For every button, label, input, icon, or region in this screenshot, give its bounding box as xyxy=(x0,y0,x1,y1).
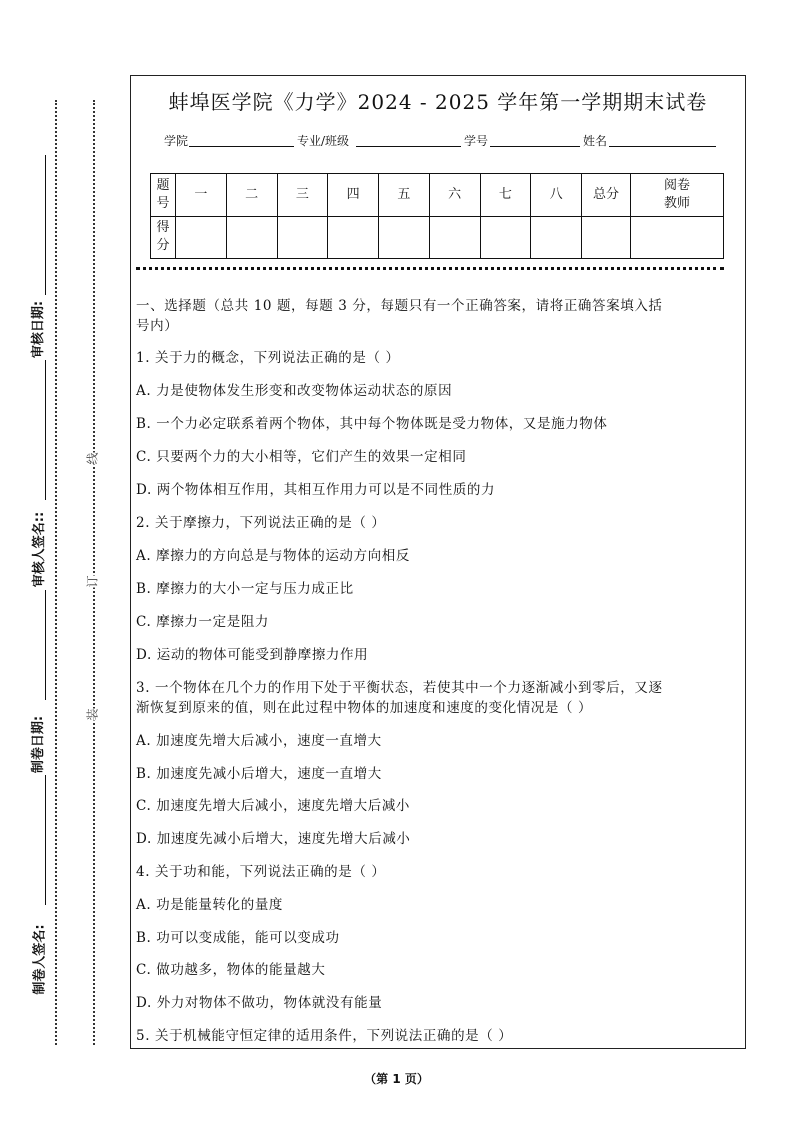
question-line: 渐恢复到原来的值，则在此过程中物体的加速度和速度的变化情况是（ ） xyxy=(136,700,593,716)
question-line: D. 两个物体相互作用，其相互作用力可以是不同性质的力 xyxy=(136,482,496,498)
make-date-label: 制卷日期: xyxy=(31,715,47,774)
question-line: B. 加速度先减小后增大，速度一直增大 xyxy=(136,766,382,782)
question-line: B. 一个力必定联系着两个物体，其中每个物体既是受力物体，又是施力物体 xyxy=(136,416,608,432)
question-line: C. 只要两个力的大小相等，它们产生的效果一定相同 xyxy=(136,449,467,465)
score-cell[interactable] xyxy=(582,216,631,259)
college-label: 学院 xyxy=(164,134,189,148)
underline xyxy=(45,590,46,700)
question-line: 1. 关于力的概念，下列说法正确的是（ ） xyxy=(136,350,400,366)
student-id-label: 学号 xyxy=(464,134,489,148)
score-cell[interactable] xyxy=(631,216,724,259)
score-table xyxy=(150,173,724,259)
header-cell: 八 xyxy=(531,174,582,217)
question-line: B. 摩擦力的大小一定与压力成正比 xyxy=(136,581,354,597)
review-date-label: 审核日期: xyxy=(31,300,47,359)
question-line: D. 加速度先减小后增大，速度先增大后减小 xyxy=(136,831,411,847)
name-label: 姓名 xyxy=(583,134,608,148)
underline xyxy=(45,155,46,295)
question-line: 5. 关于机械能守恒定律的适用条件，下列说法正确的是（ ） xyxy=(136,1028,513,1044)
score-cell[interactable] xyxy=(176,216,227,259)
binding-mark-line: 线 xyxy=(85,452,100,465)
row-label: 得分 xyxy=(151,216,176,259)
score-table-header xyxy=(151,174,724,217)
header-cell: 三 xyxy=(277,174,328,217)
question-line: B. 功可以变成能，能可以变成功 xyxy=(136,930,340,946)
page-number: （第 1 页） xyxy=(364,1072,429,1086)
question-line: C. 摩擦力一定是阻力 xyxy=(136,614,270,630)
header-cell: 七 xyxy=(480,174,531,217)
binding-dotted-line-inner xyxy=(93,100,95,1045)
question-line: A. 摩擦力的方向总是与物体的运动方向相反 xyxy=(136,548,410,564)
header-cell: 五 xyxy=(379,174,430,217)
binding-dotted-line-outer xyxy=(55,100,57,1045)
major-field[interactable] xyxy=(356,146,461,147)
header-cell: 阅卷教师 xyxy=(631,174,724,217)
reviewer-signature-label: 审核人签名:: xyxy=(32,511,48,588)
question-line: C. 做功越多，物体的能量越大 xyxy=(136,962,326,978)
header-cell: 二 xyxy=(226,174,277,217)
question-line: 4. 关于功和能，下列说法正确的是（ ） xyxy=(136,864,386,880)
header-cell: 四 xyxy=(328,174,379,217)
header-cell: 总分 xyxy=(582,174,631,217)
name-field[interactable] xyxy=(609,146,716,147)
question-line: D. 运动的物体可能受到静摩擦力作用 xyxy=(136,647,369,663)
major-label: 专业/班级 xyxy=(297,134,350,148)
question-line: A. 功是能量转化的量度 xyxy=(136,897,284,913)
question-line: A. 力是使物体发生形变和改变物体运动状态的原因 xyxy=(136,383,453,399)
underline xyxy=(45,360,46,500)
exam-title: 蚌埠医学院《力学》2024 - 2025 学年第一学期期末试卷 xyxy=(168,90,708,114)
score-cell[interactable] xyxy=(226,216,277,259)
student-id-field[interactable] xyxy=(490,146,580,147)
score-cell[interactable] xyxy=(277,216,328,259)
question-line: 2. 关于摩擦力，下列说法正确的是（ ） xyxy=(136,515,386,531)
question-line: 号内） xyxy=(136,318,179,334)
question-line: 一、选择题（总共 10 题，每题 3 分，每题只有一个正确答案，请将正确答案填入括 xyxy=(136,298,663,314)
score-cell[interactable] xyxy=(531,216,582,259)
score-row xyxy=(151,216,724,259)
separator-dotted xyxy=(136,267,724,270)
score-cell[interactable] xyxy=(429,216,480,259)
question-line: D. 外力对物体不做功，物体就没有能量 xyxy=(136,995,383,1011)
question-line: C. 加速度先增大后减小，速度先增大后减小 xyxy=(136,798,411,814)
binding-mark-ding: 订 xyxy=(85,575,100,588)
question-line: A. 加速度先增大后减小，速度一直增大 xyxy=(136,733,382,749)
underline xyxy=(45,775,46,905)
score-cell[interactable] xyxy=(480,216,531,259)
question-line: 3. 一个物体在几个力的作用下处于平衡状态，若使其中一个力逐渐减小到零后，又逐 xyxy=(136,680,663,696)
college-field[interactable] xyxy=(189,146,294,147)
score-cell[interactable] xyxy=(379,216,430,259)
score-cell[interactable] xyxy=(328,216,379,259)
header-cell: 六 xyxy=(429,174,480,217)
binding-mark-zhuang: 装 xyxy=(85,708,100,721)
maker-signature-label: 制卷人签名: xyxy=(32,924,48,995)
header-cell: 题号 xyxy=(151,174,176,217)
header-cell: 一 xyxy=(176,174,227,217)
